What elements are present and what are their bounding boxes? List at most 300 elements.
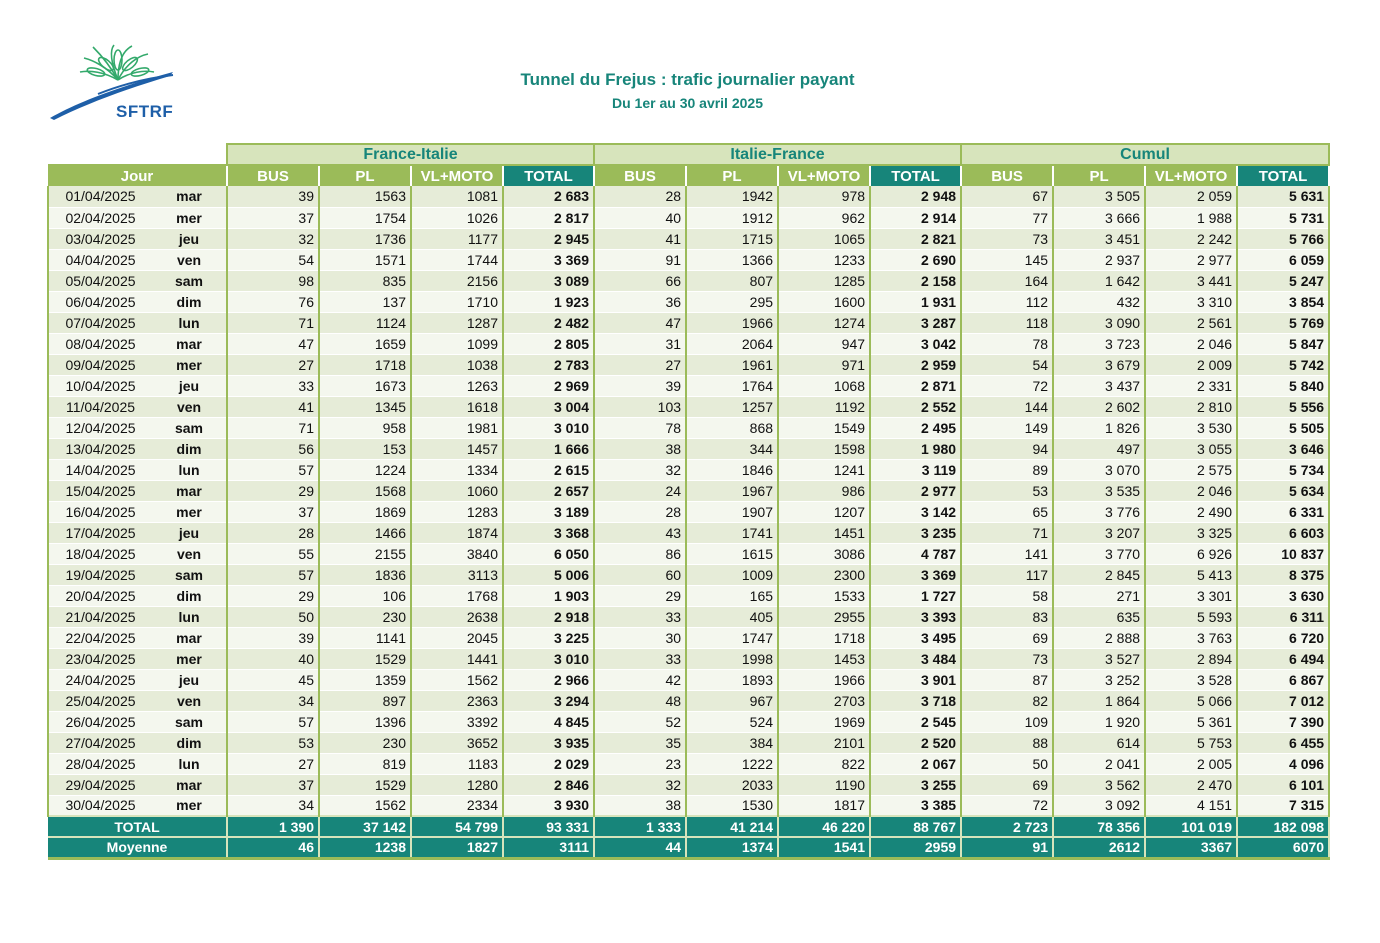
cu-total-cell: 3 630 (1237, 585, 1329, 606)
fi-vl-moto-cell: 1287 (411, 312, 503, 333)
if-bus-cell: 32 (594, 459, 686, 480)
cu-bus-cell: 144 (961, 396, 1053, 417)
weekday-cell: mer (152, 648, 227, 669)
fi-total-cell: 3 010 (503, 417, 594, 438)
if-bus-cell: 30 (594, 627, 686, 648)
table-row (48, 690, 1329, 711)
cu-total-cell: 5 734 (1237, 459, 1329, 480)
weekday-cell: mar (152, 627, 227, 648)
if-pl-cell: 405 (686, 606, 778, 627)
if-total-cell: 1 980 (870, 438, 961, 459)
fi-total-cell: 3 930 (503, 795, 594, 816)
fi-pl-cell: 1396 (319, 711, 411, 732)
if-total-cell: 3 255 (870, 774, 961, 795)
column-header-pl: PL (686, 165, 778, 186)
if-bus-cell: 28 (594, 186, 686, 207)
weekday-cell: lun (152, 459, 227, 480)
cu-bus-cell: 117 (961, 564, 1053, 585)
weekday-cell: lun (152, 312, 227, 333)
if-vl-moto-cell: 1192 (778, 396, 870, 417)
if-pl-cell: 165 (686, 585, 778, 606)
weekday-cell: mar (152, 480, 227, 501)
if-vl-moto-cell: 3086 (778, 543, 870, 564)
cu-vl-moto-cell: 3 325 (1145, 522, 1237, 543)
if-total-cell: 3 119 (870, 459, 961, 480)
table-row (48, 669, 1329, 690)
fi-bus-cell: 32 (227, 228, 319, 249)
fi-vl-moto-cell: 1710 (411, 291, 503, 312)
if-vl-moto-cell: 1817 (778, 795, 870, 816)
cu-vl-moto-cell: 2 561 (1145, 312, 1237, 333)
fi-vl-moto-cell: 1768 (411, 585, 503, 606)
cu-pl-cell: 2 041 (1053, 753, 1145, 774)
fi-vl-moto-cell: 1457 (411, 438, 503, 459)
if-pl-cell: 344 (686, 438, 778, 459)
if-pl-cell: 868 (686, 417, 778, 438)
date-cell: 07/04/2025 (48, 312, 152, 333)
cu-pl-cell: 3 535 (1053, 480, 1145, 501)
if-vl-moto-cell: 1068 (778, 375, 870, 396)
average-value-cell: 1374 (686, 837, 778, 858)
if-vl-moto-cell: 1969 (778, 711, 870, 732)
if-pl-cell: 1966 (686, 312, 778, 333)
total-value-cell: 1 390 (227, 816, 319, 837)
if-total-cell: 2 914 (870, 207, 961, 228)
fi-pl-cell: 1568 (319, 480, 411, 501)
fi-bus-cell: 57 (227, 711, 319, 732)
weekday-cell: ven (152, 396, 227, 417)
table-row (48, 228, 1329, 249)
cu-pl-cell: 3 207 (1053, 522, 1145, 543)
cu-pl-cell: 3 776 (1053, 501, 1145, 522)
fi-total-cell: 4 845 (503, 711, 594, 732)
date-cell: 08/04/2025 (48, 333, 152, 354)
fi-bus-cell: 34 (227, 795, 319, 816)
cu-pl-cell: 2 602 (1053, 396, 1145, 417)
fi-bus-cell: 71 (227, 312, 319, 333)
cu-total-cell: 6 311 (1237, 606, 1329, 627)
fi-bus-cell: 54 (227, 249, 319, 270)
fi-total-cell: 2 615 (503, 459, 594, 480)
if-pl-cell: 1741 (686, 522, 778, 543)
date-cell: 20/04/2025 (48, 585, 152, 606)
column-header-total: TOTAL (1237, 165, 1329, 186)
fi-bus-cell: 76 (227, 291, 319, 312)
cu-vl-moto-cell: 2 331 (1145, 375, 1237, 396)
weekday-cell: mer (152, 795, 227, 816)
date-cell: 23/04/2025 (48, 648, 152, 669)
if-bus-cell: 38 (594, 438, 686, 459)
date-cell: 29/04/2025 (48, 774, 152, 795)
weekday-cell: jeu (152, 522, 227, 543)
average-label: Moyenne (48, 837, 227, 858)
if-bus-cell: 47 (594, 312, 686, 333)
if-bus-cell: 24 (594, 480, 686, 501)
cu-vl-moto-cell: 5 361 (1145, 711, 1237, 732)
cu-total-cell: 5 742 (1237, 354, 1329, 375)
fi-total-cell: 2 683 (503, 186, 594, 207)
total-value-cell: 101 019 (1145, 816, 1237, 837)
date-cell: 19/04/2025 (48, 564, 152, 585)
date-cell: 30/04/2025 (48, 795, 152, 816)
date-cell: 15/04/2025 (48, 480, 152, 501)
cu-pl-cell: 3 723 (1053, 333, 1145, 354)
if-total-cell: 2 977 (870, 480, 961, 501)
fi-pl-cell: 958 (319, 417, 411, 438)
table-row (48, 753, 1329, 774)
if-bus-cell: 33 (594, 648, 686, 669)
cu-total-cell: 6 603 (1237, 522, 1329, 543)
fi-vl-moto-cell: 1744 (411, 249, 503, 270)
weekday-cell: dim (152, 585, 227, 606)
cu-bus-cell: 65 (961, 501, 1053, 522)
cu-total-cell: 8 375 (1237, 564, 1329, 585)
if-total-cell: 2 948 (870, 186, 961, 207)
column-header-vl-moto: VL+MOTO (778, 165, 870, 186)
cu-bus-cell: 87 (961, 669, 1053, 690)
if-bus-cell: 39 (594, 375, 686, 396)
total-value-cell: 41 214 (686, 816, 778, 837)
fi-total-cell: 3 368 (503, 522, 594, 543)
column-header-row (48, 165, 1329, 186)
cu-pl-cell: 2 888 (1053, 627, 1145, 648)
date-cell: 26/04/2025 (48, 711, 152, 732)
if-bus-cell: 42 (594, 669, 686, 690)
if-vl-moto-cell: 2300 (778, 564, 870, 585)
cu-total-cell: 10 837 (1237, 543, 1329, 564)
fi-pl-cell: 153 (319, 438, 411, 459)
if-total-cell: 2 520 (870, 732, 961, 753)
group-header-france-italie: France-Italie (227, 144, 594, 165)
fi-pl-cell: 1659 (319, 333, 411, 354)
fi-bus-cell: 71 (227, 417, 319, 438)
fi-pl-cell: 1736 (319, 228, 411, 249)
fi-vl-moto-cell: 3840 (411, 543, 503, 564)
if-bus-cell: 35 (594, 732, 686, 753)
fi-pl-cell: 1562 (319, 795, 411, 816)
if-vl-moto-cell: 1718 (778, 627, 870, 648)
if-vl-moto-cell: 1065 (778, 228, 870, 249)
if-vl-moto-cell: 1285 (778, 270, 870, 291)
average-value-cell: 6070 (1237, 837, 1329, 858)
if-bus-cell: 33 (594, 606, 686, 627)
fi-vl-moto-cell: 1283 (411, 501, 503, 522)
fi-bus-cell: 56 (227, 438, 319, 459)
fi-total-cell: 3 225 (503, 627, 594, 648)
average-value-cell: 91 (961, 837, 1053, 858)
if-pl-cell: 1747 (686, 627, 778, 648)
fi-bus-cell: 37 (227, 207, 319, 228)
fi-pl-cell: 1124 (319, 312, 411, 333)
date-cell: 28/04/2025 (48, 753, 152, 774)
fi-vl-moto-cell: 1981 (411, 417, 503, 438)
weekday-cell: sam (152, 564, 227, 585)
if-bus-cell: 40 (594, 207, 686, 228)
weekday-cell: mar (152, 186, 227, 207)
date-cell: 03/04/2025 (48, 228, 152, 249)
logo-text: SFTRF (116, 102, 174, 121)
fi-vl-moto-cell: 1562 (411, 669, 503, 690)
column-header-bus: BUS (227, 165, 319, 186)
cu-vl-moto-cell: 2 046 (1145, 333, 1237, 354)
if-vl-moto-cell: 2101 (778, 732, 870, 753)
cu-bus-cell: 69 (961, 774, 1053, 795)
cu-bus-cell: 58 (961, 585, 1053, 606)
fi-bus-cell: 34 (227, 690, 319, 711)
fi-vl-moto-cell: 1183 (411, 753, 503, 774)
fi-total-cell: 3 004 (503, 396, 594, 417)
if-vl-moto-cell: 1233 (778, 249, 870, 270)
weekday-cell: ven (152, 543, 227, 564)
fi-pl-cell: 1571 (319, 249, 411, 270)
date-cell: 22/04/2025 (48, 627, 152, 648)
table-row (48, 333, 1329, 354)
if-pl-cell: 1846 (686, 459, 778, 480)
if-bus-cell: 52 (594, 711, 686, 732)
if-total-cell: 3 385 (870, 795, 961, 816)
fi-vl-moto-cell: 2334 (411, 795, 503, 816)
average-row (48, 837, 1329, 858)
fi-vl-moto-cell: 2363 (411, 690, 503, 711)
if-bus-cell: 28 (594, 501, 686, 522)
if-bus-cell: 23 (594, 753, 686, 774)
if-total-cell: 1 931 (870, 291, 961, 312)
fi-bus-cell: 39 (227, 627, 319, 648)
cu-total-cell: 6 455 (1237, 732, 1329, 753)
fi-pl-cell: 2155 (319, 543, 411, 564)
cu-pl-cell: 1 642 (1053, 270, 1145, 291)
date-cell: 21/04/2025 (48, 606, 152, 627)
if-pl-cell: 1961 (686, 354, 778, 375)
if-bus-cell: 86 (594, 543, 686, 564)
cu-bus-cell: 149 (961, 417, 1053, 438)
if-vl-moto-cell: 1600 (778, 291, 870, 312)
fi-pl-cell: 1529 (319, 774, 411, 795)
fi-total-cell: 2 966 (503, 669, 594, 690)
fi-bus-cell: 98 (227, 270, 319, 291)
if-total-cell: 2 690 (870, 249, 961, 270)
cu-vl-moto-cell: 3 441 (1145, 270, 1237, 291)
page-subtitle: Du 1er au 30 avril 2025 (612, 95, 763, 111)
fi-vl-moto-cell: 3392 (411, 711, 503, 732)
if-total-cell: 3 495 (870, 627, 961, 648)
fi-total-cell: 2 817 (503, 207, 594, 228)
if-total-cell: 2 552 (870, 396, 961, 417)
if-total-cell: 3 484 (870, 648, 961, 669)
cu-total-cell: 7 390 (1237, 711, 1329, 732)
if-vl-moto-cell: 1274 (778, 312, 870, 333)
if-total-cell: 3 042 (870, 333, 961, 354)
cu-vl-moto-cell: 2 470 (1145, 774, 1237, 795)
if-bus-cell: 91 (594, 249, 686, 270)
column-header-bus: BUS (594, 165, 686, 186)
if-vl-moto-cell: 1451 (778, 522, 870, 543)
fi-bus-cell: 40 (227, 648, 319, 669)
fi-pl-cell: 1359 (319, 669, 411, 690)
if-bus-cell: 103 (594, 396, 686, 417)
date-cell: 01/04/2025 (48, 186, 152, 207)
table-row (48, 396, 1329, 417)
fi-bus-cell: 27 (227, 753, 319, 774)
if-total-cell: 2 871 (870, 375, 961, 396)
table-row (48, 648, 1329, 669)
if-total-cell: 2 821 (870, 228, 961, 249)
if-pl-cell: 1715 (686, 228, 778, 249)
cu-pl-cell: 3 770 (1053, 543, 1145, 564)
traffic-table (47, 143, 1330, 860)
weekday-cell: mer (152, 354, 227, 375)
date-cell: 02/04/2025 (48, 207, 152, 228)
date-cell: 05/04/2025 (48, 270, 152, 291)
cu-pl-cell: 3 527 (1053, 648, 1145, 669)
if-total-cell: 2 495 (870, 417, 961, 438)
cu-bus-cell: 145 (961, 249, 1053, 270)
if-vl-moto-cell: 971 (778, 354, 870, 375)
if-vl-moto-cell: 1190 (778, 774, 870, 795)
column-header-jour: Jour (48, 165, 227, 186)
fi-pl-cell: 1529 (319, 648, 411, 669)
cu-total-cell: 5 766 (1237, 228, 1329, 249)
if-vl-moto-cell: 1453 (778, 648, 870, 669)
fi-pl-cell: 1718 (319, 354, 411, 375)
fi-pl-cell: 1673 (319, 375, 411, 396)
date-cell: 06/04/2025 (48, 291, 152, 312)
total-row (48, 816, 1329, 837)
if-bus-cell: 29 (594, 585, 686, 606)
fi-total-cell: 1 923 (503, 291, 594, 312)
average-value-cell: 3111 (503, 837, 594, 858)
if-vl-moto-cell: 947 (778, 333, 870, 354)
cu-total-cell: 3 646 (1237, 438, 1329, 459)
fi-total-cell: 1 666 (503, 438, 594, 459)
cu-total-cell: 7 012 (1237, 690, 1329, 711)
weekday-cell: ven (152, 249, 227, 270)
fi-vl-moto-cell: 1441 (411, 648, 503, 669)
cu-vl-moto-cell: 3 528 (1145, 669, 1237, 690)
date-cell: 14/04/2025 (48, 459, 152, 480)
fi-total-cell: 3 369 (503, 249, 594, 270)
average-value-cell: 44 (594, 837, 686, 858)
cu-pl-cell: 2 937 (1053, 249, 1145, 270)
if-pl-cell: 1009 (686, 564, 778, 585)
date-cell: 12/04/2025 (48, 417, 152, 438)
fi-vl-moto-cell: 3652 (411, 732, 503, 753)
weekday-cell: lun (152, 606, 227, 627)
average-value-cell: 46 (227, 837, 319, 858)
cu-bus-cell: 83 (961, 606, 1053, 627)
if-total-cell: 3 393 (870, 606, 961, 627)
cu-vl-moto-cell: 2 810 (1145, 396, 1237, 417)
cu-vl-moto-cell: 5 593 (1145, 606, 1237, 627)
fi-pl-cell: 230 (319, 606, 411, 627)
if-total-cell: 2 959 (870, 354, 961, 375)
cu-vl-moto-cell: 2 242 (1145, 228, 1237, 249)
fi-vl-moto-cell: 1026 (411, 207, 503, 228)
cu-pl-cell: 3 666 (1053, 207, 1145, 228)
date-cell: 17/04/2025 (48, 522, 152, 543)
weekday-cell: dim (152, 732, 227, 753)
cu-pl-cell: 3 505 (1053, 186, 1145, 207)
cu-bus-cell: 141 (961, 543, 1053, 564)
cu-total-cell: 5 631 (1237, 186, 1329, 207)
table-row (48, 606, 1329, 627)
fi-total-cell: 2 482 (503, 312, 594, 333)
if-pl-cell: 2033 (686, 774, 778, 795)
table-row (48, 186, 1329, 207)
cu-bus-cell: 73 (961, 228, 1053, 249)
table-row (48, 585, 1329, 606)
cu-vl-moto-cell: 2 977 (1145, 249, 1237, 270)
cu-bus-cell: 82 (961, 690, 1053, 711)
weekday-cell: jeu (152, 669, 227, 690)
weekday-cell: sam (152, 270, 227, 291)
total-value-cell: 88 767 (870, 816, 961, 837)
cu-vl-moto-cell: 3 310 (1145, 291, 1237, 312)
cu-vl-moto-cell: 2 046 (1145, 480, 1237, 501)
if-vl-moto-cell: 1549 (778, 417, 870, 438)
cu-bus-cell: 50 (961, 753, 1053, 774)
cu-vl-moto-cell: 4 151 (1145, 795, 1237, 816)
total-value-cell: 54 799 (411, 816, 503, 837)
cu-bus-cell: 89 (961, 459, 1053, 480)
cu-bus-cell: 78 (961, 333, 1053, 354)
if-vl-moto-cell: 1207 (778, 501, 870, 522)
cu-pl-cell: 1 826 (1053, 417, 1145, 438)
cu-total-cell: 6 059 (1237, 249, 1329, 270)
cu-pl-cell: 3 090 (1053, 312, 1145, 333)
cu-vl-moto-cell: 3 301 (1145, 585, 1237, 606)
cu-pl-cell: 2 845 (1053, 564, 1145, 585)
group-header-italie-france: Italie-France (594, 144, 961, 165)
cu-pl-cell: 3 679 (1053, 354, 1145, 375)
cu-bus-cell: 67 (961, 186, 1053, 207)
weekday-cell: dim (152, 291, 227, 312)
cu-total-cell: 6 331 (1237, 501, 1329, 522)
cu-total-cell: 5 840 (1237, 375, 1329, 396)
fi-vl-moto-cell: 1280 (411, 774, 503, 795)
if-bus-cell: 66 (594, 270, 686, 291)
if-vl-moto-cell: 962 (778, 207, 870, 228)
fi-bus-cell: 29 (227, 480, 319, 501)
table-row (48, 291, 1329, 312)
average-value-cell: 1238 (319, 837, 411, 858)
fi-vl-moto-cell: 3113 (411, 564, 503, 585)
if-pl-cell: 1615 (686, 543, 778, 564)
if-pl-cell: 295 (686, 291, 778, 312)
fi-bus-cell: 37 (227, 501, 319, 522)
fi-total-cell: 6 050 (503, 543, 594, 564)
weekday-cell: ven (152, 690, 227, 711)
if-pl-cell: 1907 (686, 501, 778, 522)
if-bus-cell: 48 (594, 690, 686, 711)
if-bus-cell: 78 (594, 417, 686, 438)
cu-vl-moto-cell: 2 575 (1145, 459, 1237, 480)
cu-vl-moto-cell: 1 988 (1145, 207, 1237, 228)
if-pl-cell: 807 (686, 270, 778, 291)
cu-pl-cell: 1 864 (1053, 690, 1145, 711)
table-row (48, 774, 1329, 795)
weekday-cell: mar (152, 774, 227, 795)
table-row (48, 375, 1329, 396)
cu-total-cell: 5 634 (1237, 480, 1329, 501)
table-row (48, 795, 1329, 816)
average-value-cell: 2612 (1053, 837, 1145, 858)
group-header-row (48, 144, 1329, 165)
if-total-cell: 2 067 (870, 753, 961, 774)
fi-bus-cell: 39 (227, 186, 319, 207)
fi-vl-moto-cell: 1060 (411, 480, 503, 501)
cu-bus-cell: 71 (961, 522, 1053, 543)
